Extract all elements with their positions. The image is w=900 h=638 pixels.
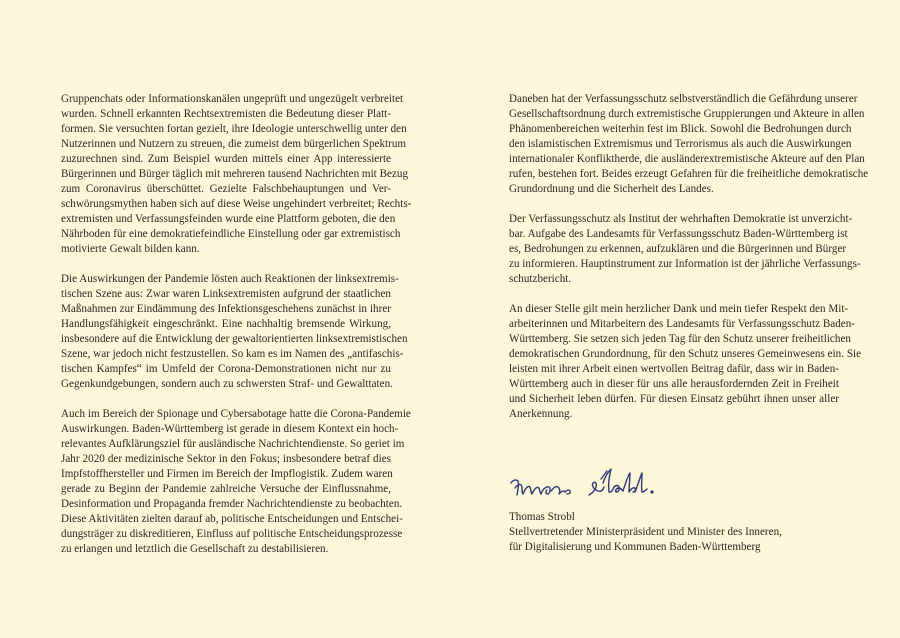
text-line: Bürgerinnen und Bürger täglich mit mehreren tausend Nachrichten mit Bezug — [61, 168, 409, 180]
handwritten-signature — [509, 463, 689, 505]
text-line: An dieser Stelle gilt mein herzlicher Dank und mein tiefer Respekt den Mit- — [509, 303, 849, 315]
text-line: Nutzerinnen und Nutzern zu streuen, die zumeist dem bürgerlichen Spektrum — [61, 138, 407, 150]
text-line: wurden. Schnell erkannten Rechtsextremisten die Bedeutung dieser Platt- — [61, 108, 391, 120]
text-line: Auswirkungen. Baden-Württemberg ist gerade in diesem Kontext ein hoch- — [61, 423, 399, 435]
text-line: Nährboden für eine demokratiefeindliche Einstellung oder gar extremistisch — [61, 228, 401, 240]
text-line: Gesellschaftsordnung durch extremistische Gruppierungen und Akteure in allen — [509, 108, 865, 120]
text-line: insbesondere auf die Entwicklung der gewaltorientierten linksextremistischen — [61, 333, 408, 345]
text-line: Gegenkundgebungen, sondern auch zu schwersten Straf- und Gewalttaten. — [61, 378, 393, 390]
text-line: extremisten und Verfassungsfeinden wurde eine Plattform geboten, die den — [61, 213, 396, 225]
paragraph — [61, 407, 411, 557]
text-line: Desinformation und Propaganda fremder Nachrichtendienste zu beobachten. — [61, 498, 403, 510]
paragraph — [509, 212, 861, 287]
text-line: Württemberg. Sie setzen sich jeden Tag für den Schutz unserer freiheitlichen — [509, 333, 851, 345]
text-line: formen. Sie versuchten fortan gezielt, ihre Ideologie unterschwellig unter den — [61, 123, 407, 135]
text-line: Die Auswirkungen der Pandemie lösten auch Reaktionen der linksextremis- — [61, 273, 399, 285]
text-line: Jahr 2020 der medizinische Sektor in den Fokus; insbesondere betraf dies — [61, 453, 391, 465]
text-line: zum Coronavirus überschüttet. Gezielte Falschbehauptungen und Ver- — [61, 183, 391, 195]
text-line: Handlungsfähigkeit eingeschränkt. Eine nachhaltig bremsende Wirkung, — [61, 318, 391, 330]
text-line: Phänomenbereichen weiterhin fest im Blick. Sowohl die Bedrohungen durch — [509, 123, 852, 135]
text-line: dungsträger zu diskreditieren, Einfluss auf politische Entscheidungsprozesse — [61, 528, 403, 540]
text-line: Gruppenchats oder Informationskanälen ungeprüft und ungezügelt verbreitet — [61, 93, 404, 105]
text-line: zuzurechnen sind. Zum Beispiel wurden mittels einer App interessierte — [61, 153, 391, 165]
text-line: es, Bedrohungen zu erkennen, aufzuklären und die Bürgerinnen und Bürger — [509, 243, 847, 255]
text-line: internationaler Konfliktherde, die ausländerextremistische Akteure auf den Plan — [509, 153, 865, 165]
text-line: rufen, bestehen fort. Beides erzeugt Gefahren für die freiheitliche demokratische — [509, 168, 869, 180]
text-line: tischen Szene aus: Zwar waren Linksextremisten aufgrund der staatlichen — [61, 288, 391, 300]
text-line: schutzbericht. — [509, 273, 572, 285]
text-line: zu erlangen und letztlich die Gesellschaft zu destabilisieren. — [61, 543, 329, 555]
text-line: den islamistischen Extremismus und Terrorismus als auch die Auswirkungen — [509, 138, 852, 150]
text-line: bar. Aufgabe des Landesamts für Verfassungsschutz Baden-Württemberg ist — [509, 228, 848, 240]
text-line: schwörungsmythen haben sich auf diese Weise ungehindert verbreitet; Rechts- — [61, 198, 412, 210]
text-line: demokratischen Grundordnung, für den Schutz unseres Gemeinwesens ein. Sie — [509, 348, 862, 360]
paragraph — [509, 92, 869, 197]
text-line: leisten mit ihrer Arbeit einen wertvollen Beitrag dafür, dass wir in Baden- — [509, 363, 839, 375]
paragraph — [509, 302, 862, 422]
text-line: Impfstoffhersteller und Firmen im Bereich der Impflogistik. Zudem waren — [61, 468, 393, 480]
text-line: relevantes Aufklärungsziel für ausländische Nachrichtendienste. So geriet im — [61, 438, 405, 450]
text-line: arbeiterinnen und Mitarbeitern des Landesamts für Verfassungsschutz Baden- — [509, 318, 855, 330]
text-line: Der Verfassungsschutz als Institut der wehrhaften Demokratie ist unverzicht- — [509, 213, 853, 225]
text-line: Württemberg auch in dieser für uns alle herausfordernden Zeit in Freiheit — [509, 378, 839, 390]
paragraph — [61, 272, 408, 392]
text-line: Anerkennung. — [509, 408, 573, 420]
left-column — [61, 92, 412, 572]
signatory-title: Stellvertretender Ministerpräsident und Minister des Inneren, — [509, 526, 782, 538]
signatory-name: Thomas Strobl — [509, 511, 575, 523]
signature-block — [509, 510, 839, 555]
text-line: zu informieren. Hauptinstrument zur Information ist der jährliche Verfassungs- — [509, 258, 861, 270]
paragraph — [61, 92, 412, 257]
text-line: und Sicherheit leben dürfen. Für diesen Einsatz gebührt ihnen unser aller — [509, 393, 839, 405]
right-column — [509, 92, 869, 437]
text-line: Szene, war jedoch nicht festzustellen. So kam es im Namen des „antifaschis- — [61, 348, 404, 360]
text-line: Auch im Bereich der Spionage und Cybersabotage hatte die Corona-Pandemie — [61, 408, 411, 420]
signatory-title-2: für Digitalisierung und Kommunen Baden-Württemberg — [509, 541, 761, 553]
text-line: Maßnahmen zur Eindämmung des Infektionsgeschehens zunächst in ihrer — [61, 303, 391, 315]
text-line: gerade zu Beginn der Pandemie zahlreiche Versuche der Einflussnahme, — [61, 483, 391, 495]
text-line: tischen Kampfes“ im Umfeld der Corona-Demonstrationen nicht nur zu — [61, 363, 391, 375]
text-line: motivierte Gewalt bilden kann. — [61, 243, 200, 255]
text-line: Grundordnung und die Sicherheit des Landes. — [509, 183, 714, 195]
text-line: Diese Aktivitäten zielten darauf ab, politische Entscheidungen und Entschei- — [61, 513, 403, 525]
text-line: Daneben hat der Verfassungsschutz selbstverständlich die Gefährdung unserer — [509, 93, 858, 105]
